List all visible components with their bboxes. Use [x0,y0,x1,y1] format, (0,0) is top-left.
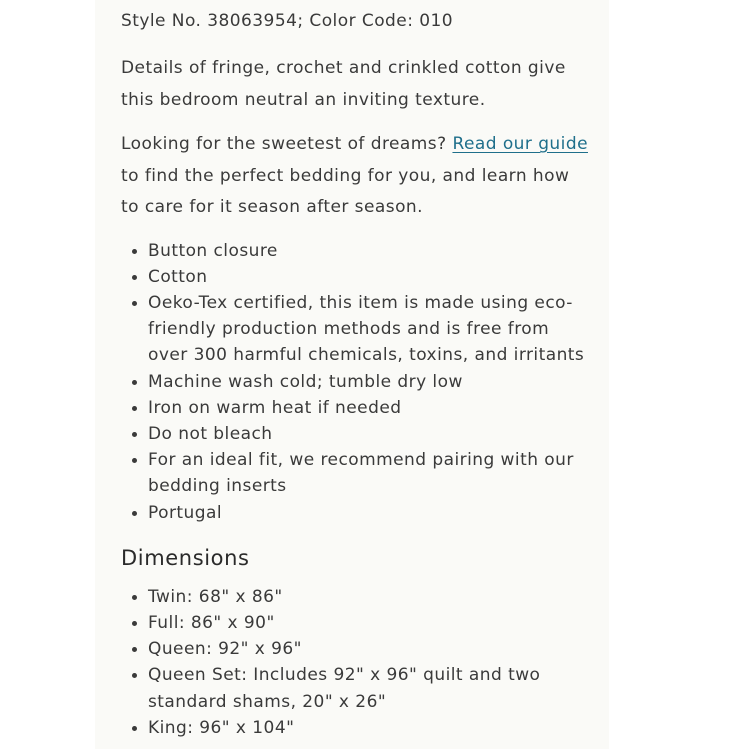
list-item: • Twin: 68" x 86" [148,584,591,610]
dimensions-heading: Dimensions [121,545,250,570]
list-item: • Iron on warm heat if needed [148,395,591,421]
product-details-content [121,8,591,741]
list-item: • Queen Set: Includes 92" x 96" quilt and two standard shams, 20" x 26" [148,662,591,714]
guide-intro-text: Looking for the sweetest of dreams? [121,134,453,154]
list-item: • Full: 86" x 90" [148,610,591,636]
feature-list [121,238,591,526]
read-guide-link[interactable]: Read our guide [452,134,588,154]
list-item: • Button closure [148,238,591,264]
list-item: • Portugal [148,500,591,526]
list-item: • Cotton [148,264,591,290]
dimensions-list [121,584,591,741]
guide-paragraph [121,129,591,224]
list-item: • Do not bleach [148,421,591,447]
list-item: • Oeko-Tex certified, this item is made using eco-friendly production methods and is free from over 300 harmful chemicals, toxins, and irritants [148,290,591,369]
list-item: • Machine wash cold; tumble dry low [148,369,591,395]
style-number: Style No. 38063954; Color Code: 010 [121,11,454,31]
list-item: • King: 96" x 104" [148,715,591,741]
guide-outro-text: to find the perfect bedding for you, and learn how to care for it season after season. [121,165,570,217]
list-item: • For an ideal fit, we recommend pairing with our bedding inserts [148,447,591,499]
product-description: Details of fringe, crochet and crinkled cotton give this bedroom neutral an inviting texture. [121,58,566,110]
product-details-panel [95,0,609,749]
list-item: • Queen: 92" x 96" [148,636,591,662]
